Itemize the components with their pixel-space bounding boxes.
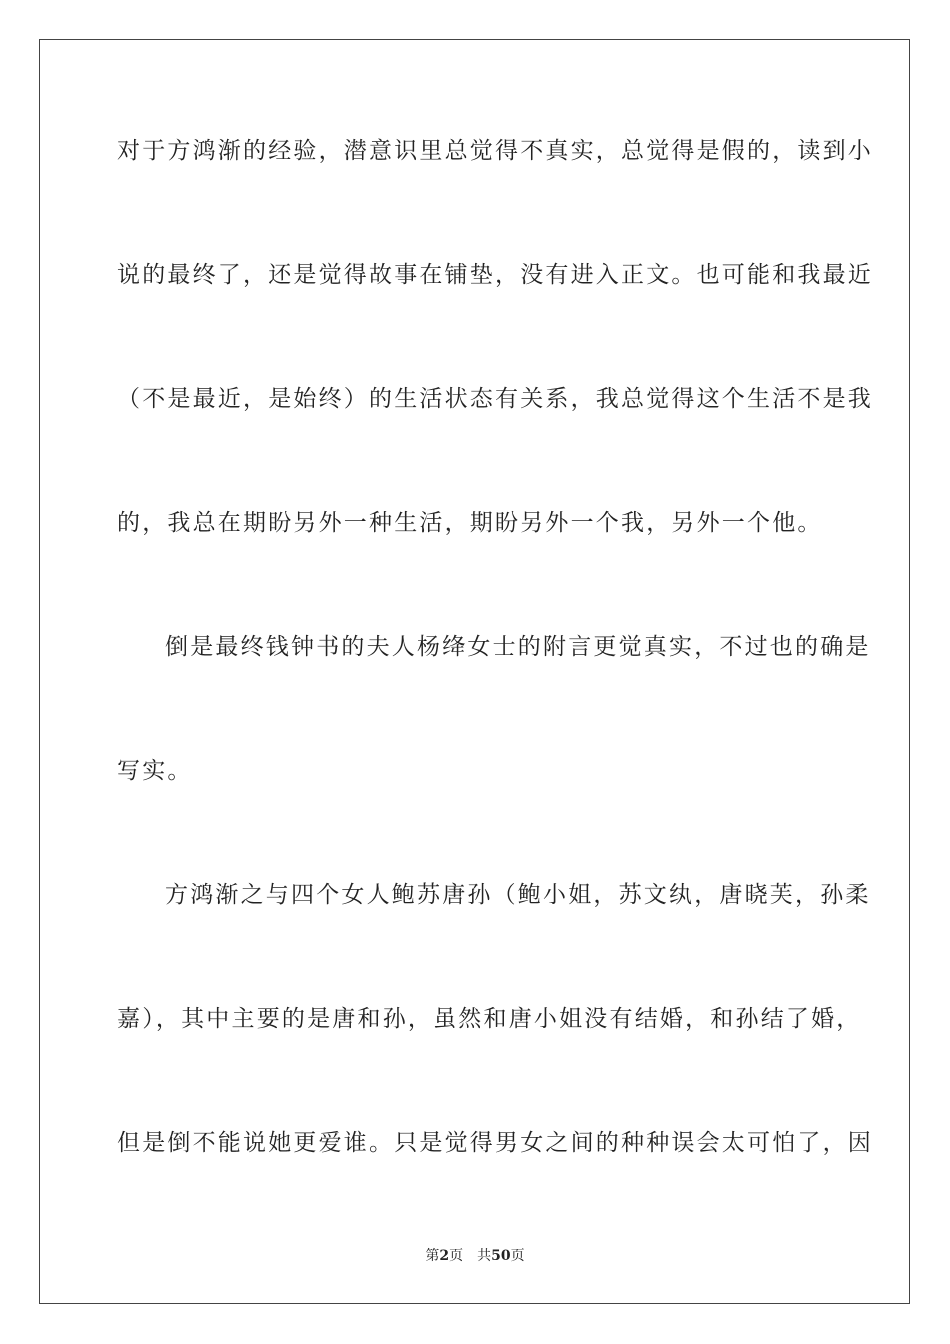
text-line: 说的最终了，还是觉得故事在铺垫，没有进入正文。也可能和我最近 [117, 262, 873, 288]
footer-suffix: 页 [510, 1248, 525, 1264]
text-line: 但是倒不能说她更爱谁。只是觉得男女之间的种种误会太可怕了，因 [117, 1130, 873, 1156]
footer-mid: 页 共 [449, 1248, 492, 1264]
footer-prefix: 第 [425, 1248, 440, 1264]
paragraph-start-line: 倒是最终钱钟书的夫人杨绛女士的附言更觉真实，不过也的确是 [165, 634, 871, 660]
text-line: 的，我总在期盼另外一种生活，期盼另外一个我，另外一个他。 [117, 510, 823, 536]
text-line: 嘉），其中主要的是唐和孙，虽然和唐小姐没有结婚，和孙结了婚， [117, 1006, 862, 1032]
paragraph-start-line: 方鸿渐之与四个女人鲍苏唐孙（鲍小姐，苏文纨，唐晓芙，孙柔 [165, 882, 871, 908]
current-page-number: 2 [439, 1248, 450, 1264]
page-footer [0, 1245, 950, 1265]
total-page-count: 50 [491, 1248, 511, 1264]
text-line: 对于方鸿渐的经验，潜意识里总觉得不真实，总觉得是假的，读到小 [117, 138, 873, 164]
page-border [39, 39, 910, 1304]
text-line: 写实。 [117, 758, 193, 784]
text-line: （不是最近，是始终）的生活状态有关系，我总觉得这个生活不是我 [117, 386, 873, 412]
